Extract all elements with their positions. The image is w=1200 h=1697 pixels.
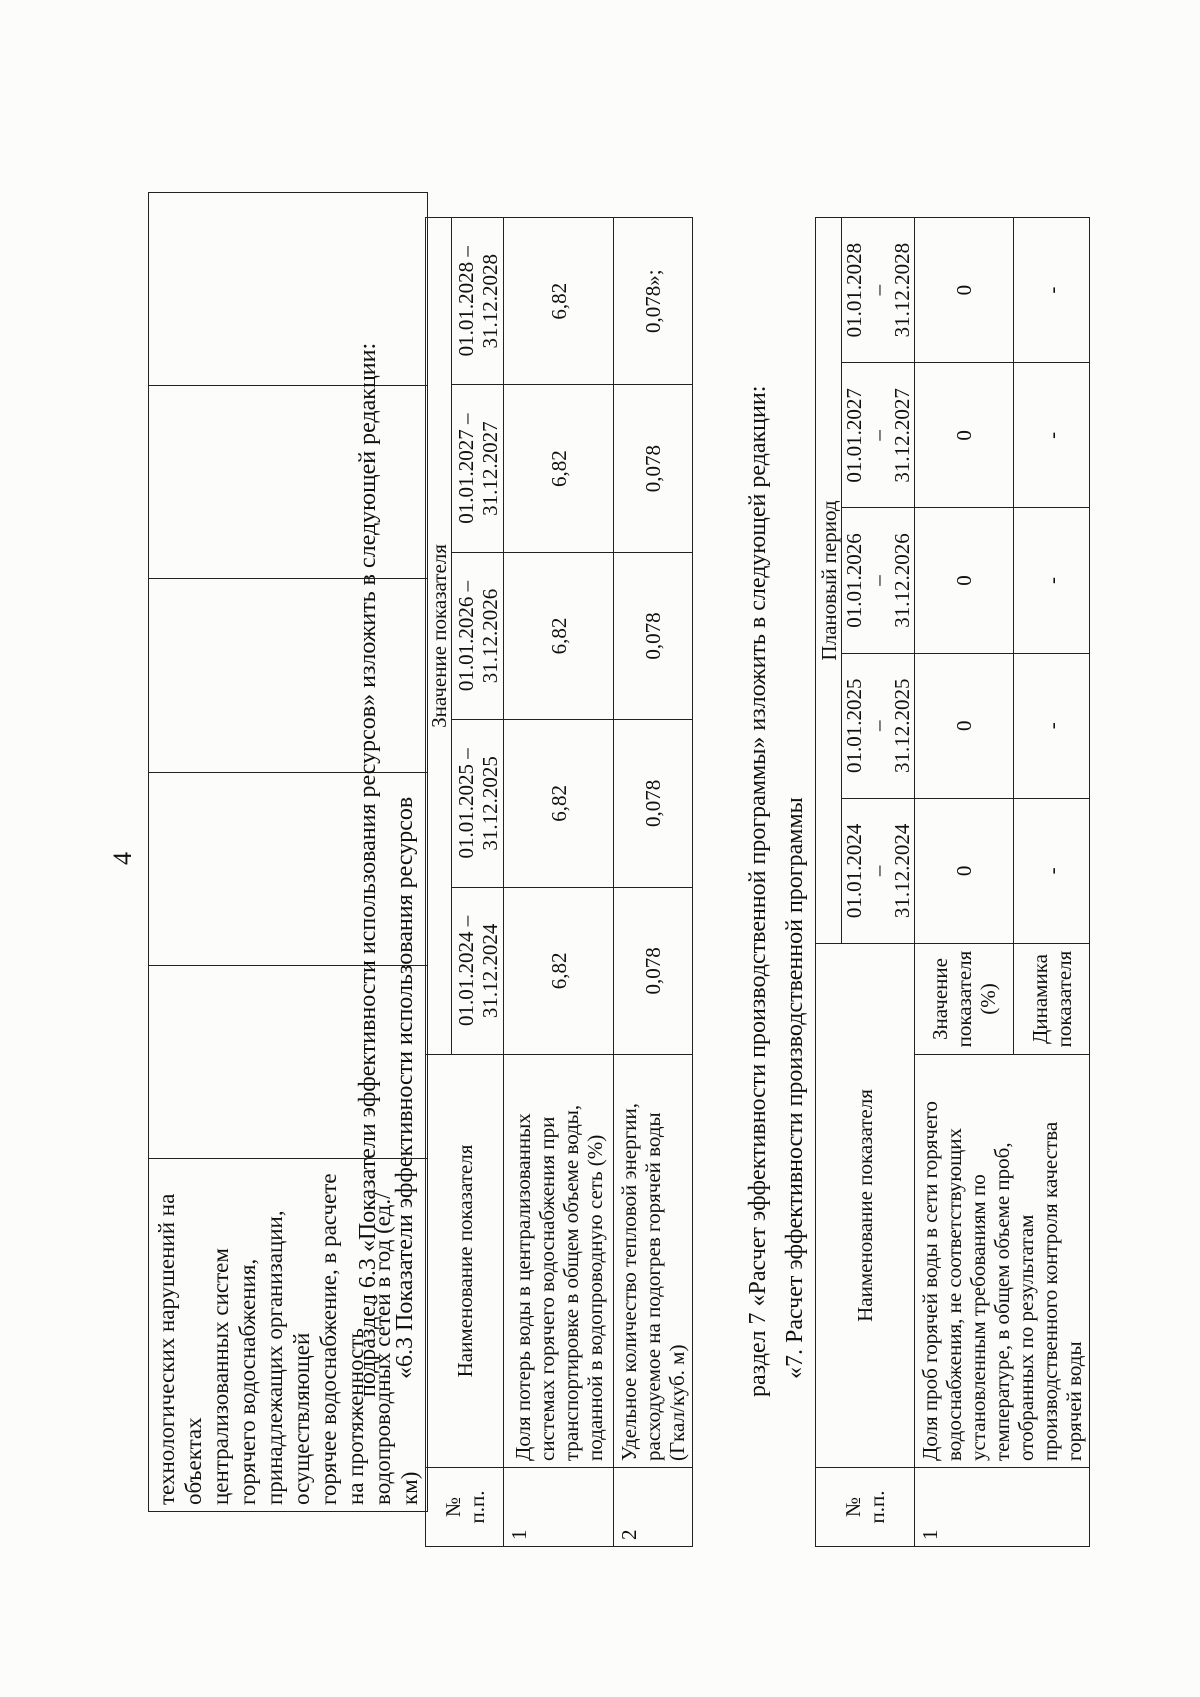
section7-intro: раздел 7 «Расчет эффективности производственной программы» изложить в следующей редакции: [745,385,771,1397]
row-name: Доля потерь воды в централизованных системах горячего водоснабжения при транспортировке в общем объеме воды, поданной в водопроводную сеть (%) [504,1055,614,1468]
row-value: 6,82 [504,218,614,385]
period-end: 31.12.2024 [890,823,914,919]
period-header [452,887,504,1054]
period-start: 01.01.2026 – [453,580,478,692]
row-value: 0,078 [614,552,693,719]
row-value: 0 [915,218,1014,363]
period-start: 01.01.2024 – [453,915,478,1026]
period-end: 31.12.2027 [477,421,502,516]
planned-header: Плановый период [816,218,842,944]
period-dash: – [866,430,890,441]
period-end: 31.12.2024 [477,923,502,1019]
period-header [452,218,504,385]
row-value: 0,078»; [614,218,693,385]
section63-title: «6.3 Показатели эффективности использования ресурсов [392,796,418,1379]
text-line: водопроводных сетей в год (ед./км) [370,1192,422,1505]
text-line: централизованных систем горячего водоснабжения, [208,1248,260,1505]
period-end: 31.12.2025 [890,678,914,773]
period-end: 31.12.2028 [890,242,914,338]
text-line: горячее водоснабжение, в расчете на протяженность [316,1173,368,1505]
period-header [452,385,504,552]
period-header [842,653,915,798]
row-value: - [1014,508,1090,653]
period-start: 01.01.2027 [842,388,866,483]
period-end: 31.12.2026 [890,533,914,628]
row-num: 2 [614,1468,693,1547]
period-start: 01.01.2026 [842,533,866,628]
period-start: 01.01.2028 – [453,246,478,357]
row-num: 1 [915,1468,1090,1547]
period-header [452,552,504,719]
row-value: 0,078 [614,887,693,1054]
empty-cell [149,386,428,579]
resource-efficiency-table [425,217,693,1547]
row-value: - [1014,363,1090,508]
row-value: 0 [915,508,1014,653]
name-header: Наименование показателя [426,1055,504,1468]
period-dash: – [866,284,890,296]
table-row [915,218,1014,1547]
text-line: принадлежащих организации, осуществляющей [262,1210,314,1505]
period-header [842,218,915,363]
row-value: 0,078 [614,720,693,887]
row-value: - [1014,798,1090,943]
num-header-line: п.п. [464,1490,489,1524]
empty-cell [149,579,428,772]
period-start: 01.01.2025 [842,678,866,773]
row-value: 6,82 [504,720,614,887]
period-end: 31.12.2027 [890,388,914,483]
text-line: технологических нарушений на объектах [154,1193,206,1505]
period-header [842,363,915,508]
section7-title: «7. Расчет эффективности производственной программы [782,797,808,1379]
sub-indicator-value-label: Значение показателя (%) [915,944,1014,1055]
period-end: 31.12.2028 [477,253,502,349]
period-end: 31.12.2026 [477,588,502,684]
empty-cell [149,965,428,1158]
period-header [842,508,915,653]
row-value: 6,82 [504,552,614,719]
table-row [614,218,693,1547]
name-header: Наименование показателя [816,944,915,1468]
period-dash: – [866,575,890,586]
num-header [816,1468,915,1547]
table-row [504,218,614,1547]
period-start: 01.01.2025 – [453,748,478,859]
period-start: 01.01.2027 – [453,413,478,524]
section63-intro: подраздел 6.3 «Показатели эффективности использования ресурсов» изложить в следующей редакции: [355,342,381,1397]
row-name: Доля проб горячей воды в сети горячего водоснабжения, не соответствующих установленным требованиям по температуре, в общем объеме проб, отобранных по результатам производственного контроля качества горячей воды [915,1055,1090,1468]
period-header [452,720,504,887]
num-header [426,1468,504,1547]
row-value: - [1014,653,1090,798]
page-number: 4 [108,852,137,865]
num-header-line: № [841,1496,865,1518]
row-value: 6,82 [504,887,614,1054]
value-header: Значение показателя [426,218,452,1055]
continuation-table [148,192,428,1512]
period-start: 01.01.2024 [842,823,866,919]
program-efficiency-table [815,217,1090,1547]
row-value: 0 [915,363,1014,508]
empty-cell [149,772,428,965]
row-value: 0,078 [614,385,693,552]
indicator-text-cell [149,1159,428,1512]
period-header [842,798,915,943]
period-dash: – [866,720,890,731]
row-value: 0 [915,798,1014,943]
row-value: - [1014,218,1090,363]
num-header-line: № [440,1496,465,1518]
row-value: 6,82 [504,385,614,552]
period-dash: – [866,865,890,877]
row-num: 1 [504,1468,614,1547]
num-header-line: п.п. [865,1490,889,1524]
row-value: 0 [915,653,1014,798]
period-start: 01.01.2028 [842,242,866,338]
period-end: 31.12.2025 [477,756,502,851]
sub-indicator-dynamics-label: Динамика показателя [1014,944,1090,1055]
empty-cell [149,193,428,386]
row-name: Удельное количество тепловой энергии, расходуемое на подогрев горячей воды (Гкал/куб. м) [614,1055,693,1468]
